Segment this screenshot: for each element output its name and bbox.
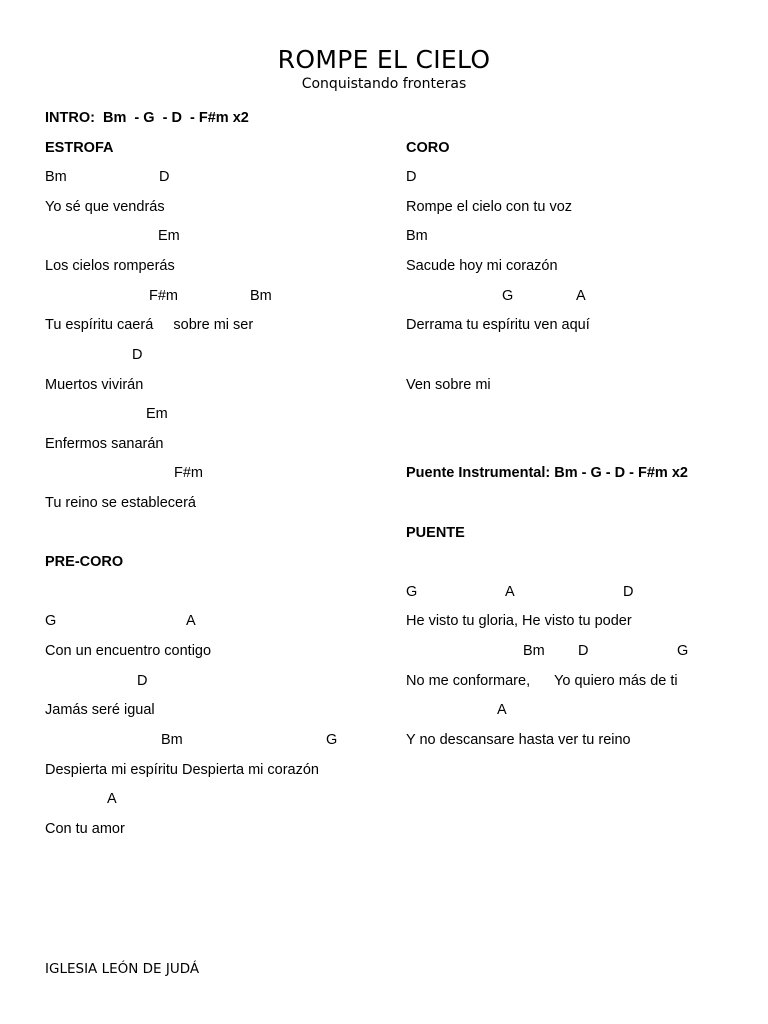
chord: Bm [406,228,428,244]
section-heading-precoro: PRE-CORO [45,554,124,570]
song-subtitle: Conquistando fronteras [301,76,467,92]
chord: G [502,288,514,304]
song-title: ROMPE EL CIELO [277,45,491,74]
section-heading-puente: PUENTE [406,525,465,541]
chord: F#m [149,288,178,304]
puente-instrumental-line: Puente Instrumental: Bm - G - D - F#m x2 [406,465,688,481]
chord: D [406,169,417,185]
intro-line: INTRO: Bm - G - D - F#m x2 [45,110,249,126]
lyric-line: Derrama tu espíritu ven aquí [406,317,590,333]
chord: D [137,673,148,689]
lyric-line: Despierta mi espíritu Despierta mi corazón [45,762,319,778]
section-heading-estrofa: ESTROFA [45,140,114,156]
lyric-line: Rompe el cielo con tu voz [406,199,573,215]
chord: F#m [174,465,203,481]
lyric-line: Muertos vivirán [45,377,144,393]
church-name-footer: IGLESIA LEÓN DE JUDÁ [45,961,200,977]
chord: D [132,347,143,363]
chord: Bm [250,288,272,304]
chord: G [406,584,418,600]
lyric-line: Con tu amor [45,821,125,837]
lyric-line: Tu espíritu caerá sobre mi ser [45,317,254,333]
chord: A [497,702,507,718]
chord: A [576,288,586,304]
section-heading-coro: CORO [406,140,450,156]
chord: D [578,643,589,659]
lyric-line: Tu reino se establecerá [45,495,196,511]
chord: A [107,791,117,807]
lyric-line: Yo sé que vendrás [45,199,165,215]
chord: Bm [161,732,183,748]
chord: A [186,613,196,629]
chord: D [159,169,170,185]
chord: Em [158,228,180,244]
lyric-line: Los cielos romperás [45,258,175,274]
lyric-line: Ven sobre mi [406,377,491,393]
lyric-line: Y no descansare hasta ver tu reino [406,732,631,748]
chord: A [505,584,515,600]
chord: G [677,643,689,659]
lyric-line: Enfermos sanarán [45,436,164,452]
chord: G [326,732,338,748]
chord: Bm [523,643,545,659]
chord: Bm [45,169,67,185]
lyric-line: No me conformare, Yo quiero más de ti [406,673,678,689]
chord: Em [146,406,168,422]
lyric-line: Con un encuentro contigo [45,643,212,659]
lyric-line: Sacude hoy mi corazón [406,258,558,274]
chord: G [45,613,57,629]
lyric-line: He visto tu gloria, He visto tu poder [406,613,632,629]
chord: D [623,584,634,600]
song-header [0,44,768,92]
lyric-line: Jamás seré igual [45,702,155,718]
